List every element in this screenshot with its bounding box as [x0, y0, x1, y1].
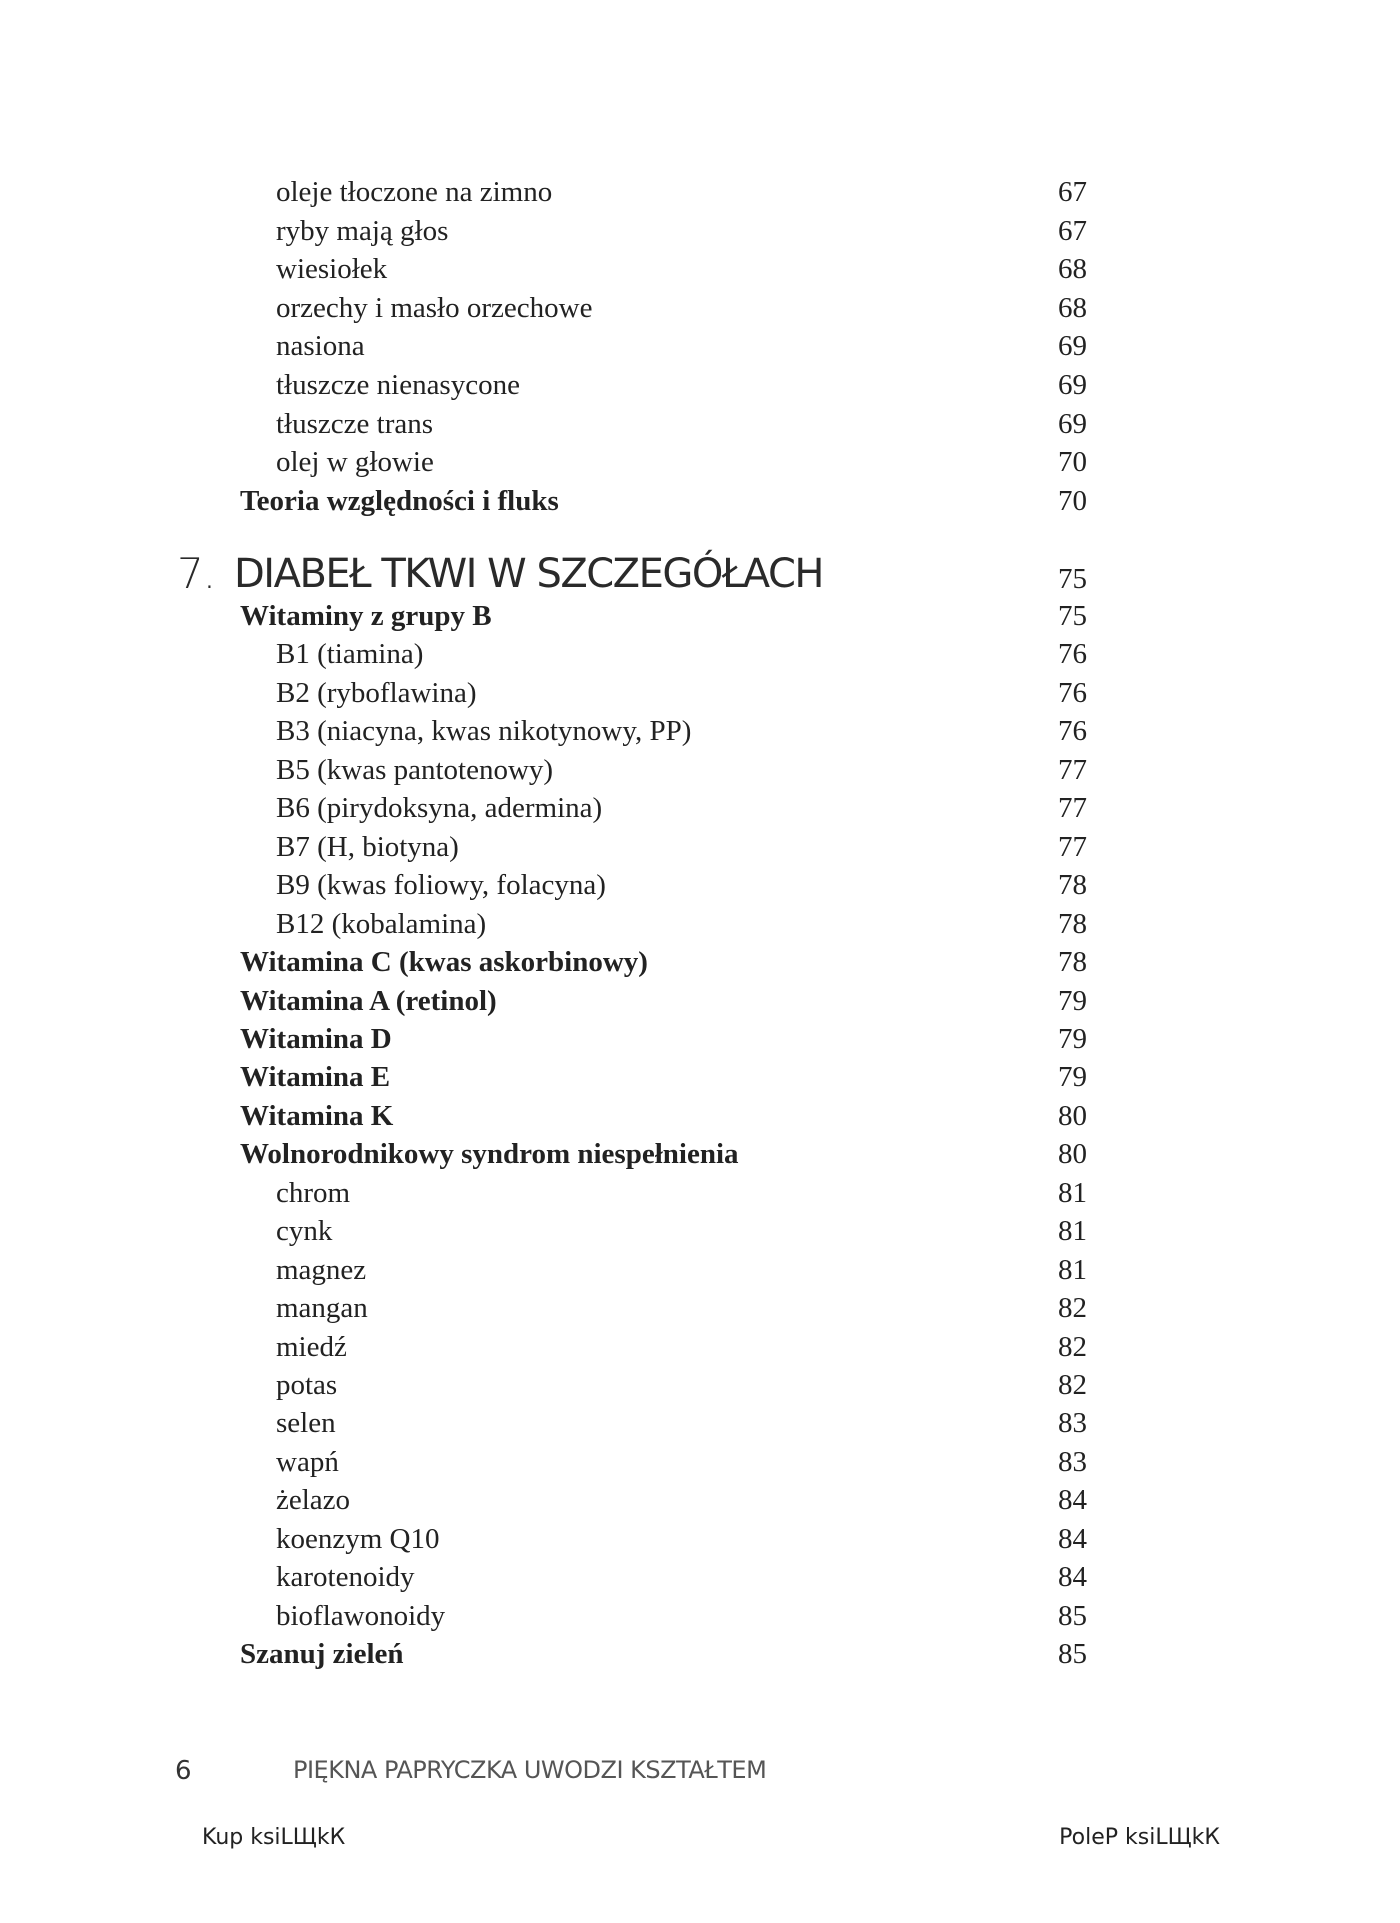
toc-entry-label: tłuszcze nienasycone — [276, 369, 520, 401]
toc-entry-label: Szanuj zieleń — [240, 1638, 404, 1671]
toc-entry — [0, 327, 1400, 365]
toc-entry-label: nasiona — [276, 330, 365, 363]
toc-entry-page: 68 — [1058, 253, 1087, 286]
toc-entry-label: żelazo — [276, 1484, 351, 1517]
toc-entry-page: 84 — [1058, 1522, 1087, 1555]
buy-book-link[interactable]: Kup ksiLЩkК — [202, 1825, 346, 1850]
toc-entry — [0, 1020, 1400, 1058]
toc-entry-page: 67 — [1058, 214, 1087, 247]
toc-entry-label: miedź — [276, 1330, 347, 1363]
toc-entry-page: 77 — [1058, 830, 1087, 863]
toc-entry-label: bioflawonoidy — [276, 1599, 446, 1632]
toc-entry-label: cynk — [276, 1215, 333, 1248]
toc-entry — [0, 751, 1400, 789]
toc-entry-label: Witamina A (retinol) — [240, 984, 497, 1017]
toc-entry — [0, 905, 1400, 943]
toc-entry — [0, 1174, 1400, 1212]
toc-entry-page: 78 — [1058, 907, 1087, 940]
toc-entry-page: 76 — [1058, 715, 1087, 748]
toc-entry — [0, 1558, 1400, 1596]
chapter-heading — [0, 546, 1400, 602]
toc-entry — [0, 443, 1400, 481]
toc-entry-page: 76 — [1058, 638, 1087, 671]
toc-entry-page: 67 — [1058, 176, 1087, 208]
toc-entry — [0, 1597, 1400, 1635]
toc-entry-page: 82 — [1058, 1369, 1087, 1401]
toc-entry-page: 85 — [1058, 1638, 1087, 1671]
toc-entry — [0, 289, 1400, 327]
toc-entry-page: 84 — [1058, 1561, 1087, 1594]
toc-entry — [0, 597, 1400, 635]
chapter-page: 75 — [1058, 563, 1087, 595]
toc-entry-label: orzechy i masło orzechowe — [276, 291, 593, 324]
toc-entry-label: B1 (tiamina) — [276, 638, 424, 671]
toc-entry-label: koenzym Q10 — [276, 1522, 440, 1555]
toc-entry-page: 70 — [1058, 484, 1087, 517]
toc-entry — [0, 1404, 1400, 1442]
toc-entry-label: wiesiołek — [276, 253, 388, 286]
toc-entry-page: 79 — [1058, 1061, 1087, 1094]
toc-entry-page: 80 — [1058, 1138, 1087, 1171]
toc-entry — [0, 250, 1400, 288]
toc-entry-page: 79 — [1058, 984, 1087, 1017]
toc-entry — [0, 1366, 1400, 1404]
toc-entry — [0, 1097, 1400, 1135]
toc-entry-label: magnez — [276, 1253, 367, 1286]
toc-entry-label: potas — [276, 1369, 338, 1401]
toc-entry — [0, 982, 1400, 1020]
toc-entry-page: 81 — [1058, 1176, 1087, 1209]
page-number: 6 — [175, 1756, 192, 1786]
toc-entry — [0, 366, 1400, 404]
toc-entry-page: 76 — [1058, 676, 1087, 709]
toc-entry — [0, 1212, 1400, 1250]
toc-entry-page: 77 — [1058, 792, 1087, 825]
toc-entry-page: 83 — [1058, 1407, 1087, 1440]
toc-entry-label: B9 (kwas foliowy, folacyna) — [276, 869, 606, 902]
toc-entry — [0, 1481, 1400, 1519]
toc-entry-label: Teoria względności i fluks — [240, 484, 559, 517]
toc-entry — [0, 173, 1400, 211]
toc-entry — [0, 1520, 1400, 1558]
recommend-book-link[interactable]: PoleP ksiLЩkК — [1059, 1825, 1220, 1850]
toc-entry-page: 68 — [1058, 291, 1087, 324]
toc-entry-label: Witamina D — [240, 1022, 392, 1055]
toc-entry-label: olej w głowie — [276, 446, 434, 479]
toc-entry-label: B6 (pirydoksyna, adermina) — [276, 792, 603, 825]
toc-entry-label: B5 (kwas pantotenowy) — [276, 753, 554, 786]
toc-entry-label: ryby mają głos — [276, 214, 449, 247]
toc-entry-label: B12 (kobalamina) — [276, 907, 487, 940]
toc-entry — [0, 828, 1400, 866]
toc-entry — [0, 789, 1400, 827]
toc-entry-page: 69 — [1058, 369, 1087, 401]
toc-entry — [0, 1289, 1400, 1327]
toc-entry — [0, 482, 1400, 520]
toc-entry-label: karotenoidy — [276, 1561, 415, 1594]
toc-entry — [0, 1251, 1400, 1289]
toc-entry-page: 69 — [1058, 407, 1087, 440]
toc-entry-label: B3 (niacyna, kwas nikotynowy, PP) — [276, 715, 692, 748]
toc-entry-page: 69 — [1058, 330, 1087, 363]
toc-entry-label: mangan — [276, 1292, 368, 1325]
toc-entry-label: Witamina C (kwas askorbinowy) — [240, 946, 648, 979]
toc-entry — [0, 405, 1400, 443]
toc-entry — [0, 1135, 1400, 1173]
toc-entry-page: 79 — [1058, 1022, 1087, 1055]
toc-entry-page: 80 — [1058, 1099, 1087, 1132]
chapter-number: 7. — [177, 549, 216, 598]
toc-entry — [0, 212, 1400, 250]
toc-entry-page: 82 — [1058, 1292, 1087, 1325]
toc-entry-page: 78 — [1058, 869, 1087, 902]
toc-entry-label: selen — [276, 1407, 336, 1440]
toc-entry-page: 83 — [1058, 1445, 1087, 1478]
toc-entry-label: Witamina K — [240, 1099, 394, 1132]
toc-entry-page: 81 — [1058, 1215, 1087, 1248]
running-title: PIĘKNA PAPRYCZKA UWODZI KSZTAŁTEM — [293, 1756, 767, 1784]
toc-entry-label: oleje tłoczone na zimno — [276, 176, 553, 208]
toc-entry — [0, 712, 1400, 750]
toc-entry — [0, 635, 1400, 673]
toc-entry-page: 82 — [1058, 1330, 1087, 1363]
toc-entry-page: 75 — [1058, 600, 1087, 632]
toc-entry-label: wapń — [276, 1445, 339, 1478]
toc-entry — [0, 674, 1400, 712]
toc-entry-label: Wolnorodnikowy syndrom niespełnienia — [240, 1138, 739, 1171]
toc-entry-label: B2 (ryboflawina) — [276, 676, 477, 709]
toc-entry — [0, 1328, 1400, 1366]
toc-entry-label: Witamina E — [240, 1061, 391, 1094]
chapter-title: DIABEŁ TKWI W SZCZEGÓŁACH — [234, 551, 823, 597]
toc-entry-page: 77 — [1058, 753, 1087, 786]
toc-entry — [0, 1443, 1400, 1481]
toc-entry-label: tłuszcze trans — [276, 407, 434, 440]
toc-entry-page: 85 — [1058, 1599, 1087, 1632]
toc-entry — [0, 943, 1400, 981]
toc-entry — [0, 1635, 1400, 1673]
toc-entry-page: 81 — [1058, 1253, 1087, 1286]
toc-entry-page: 70 — [1058, 446, 1087, 479]
toc-entry-label: Witaminy z grupy B — [240, 600, 492, 632]
toc-entry — [0, 866, 1400, 904]
toc-entry-label: chrom — [276, 1176, 351, 1209]
toc-entry-page: 78 — [1058, 946, 1087, 979]
toc-entry-page: 84 — [1058, 1484, 1087, 1517]
toc-entry — [0, 1058, 1400, 1096]
toc-entry-label: B7 (H, biotyna) — [276, 830, 459, 863]
